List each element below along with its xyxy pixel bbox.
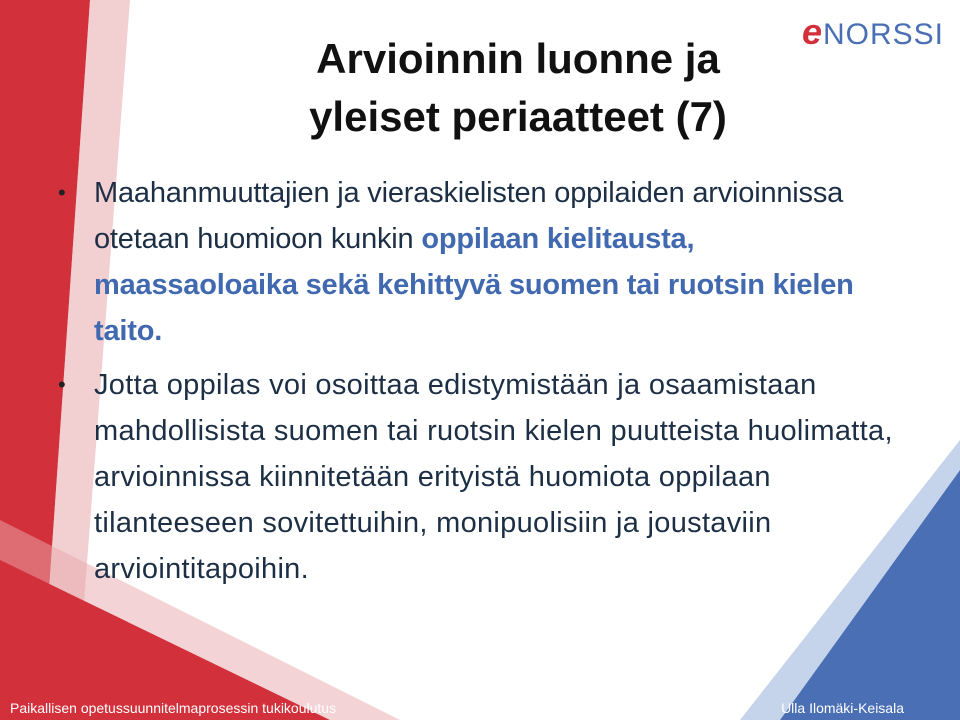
bullet-item-1 [58,170,898,354]
footer-left-text: Paikallisen opetussuunnitelmaprosessin tukikoulutus [10,700,337,716]
enorssi-logo [801,11,944,53]
logo-text: NORSSI [822,18,944,51]
logo-e: e [801,11,823,52]
bullet-1-text: Maahanmuuttajien ja vieraskielisten oppilaiden arvioinnissa otetaan huomioon kunkin [94,177,844,255]
bullet-2-text: Jotta oppilas voi osoittaa edistymistään ja osaamistaan mahdollisista suomen tai ruotsin kielen puutteista huolimatta, arvioinnissa kiinnitetään erityistä huomiota oppilaan tilanteeseen sovitettuihin, monipuolisiin ja joustaviin arviointitapoihin. [94,369,893,585]
title-line-1: Arvioinnin luonne ja [316,35,720,82]
footer-author: Ulla Ilomäki-Keisala [781,700,904,716]
bullet-dot-icon: • [58,372,67,397]
bullet-1-highlight: oppilaan kielitausta, maassaoloaika sekä kehittyvä suomen tai ruotsin kielen taito. [94,223,854,347]
title-line-2: yleiset periaatteet (7) [309,93,727,140]
bullet-item-2 [58,362,898,592]
page-title [238,30,798,146]
bullet-dot-icon: • [58,180,66,205]
bullet-list [58,170,898,600]
